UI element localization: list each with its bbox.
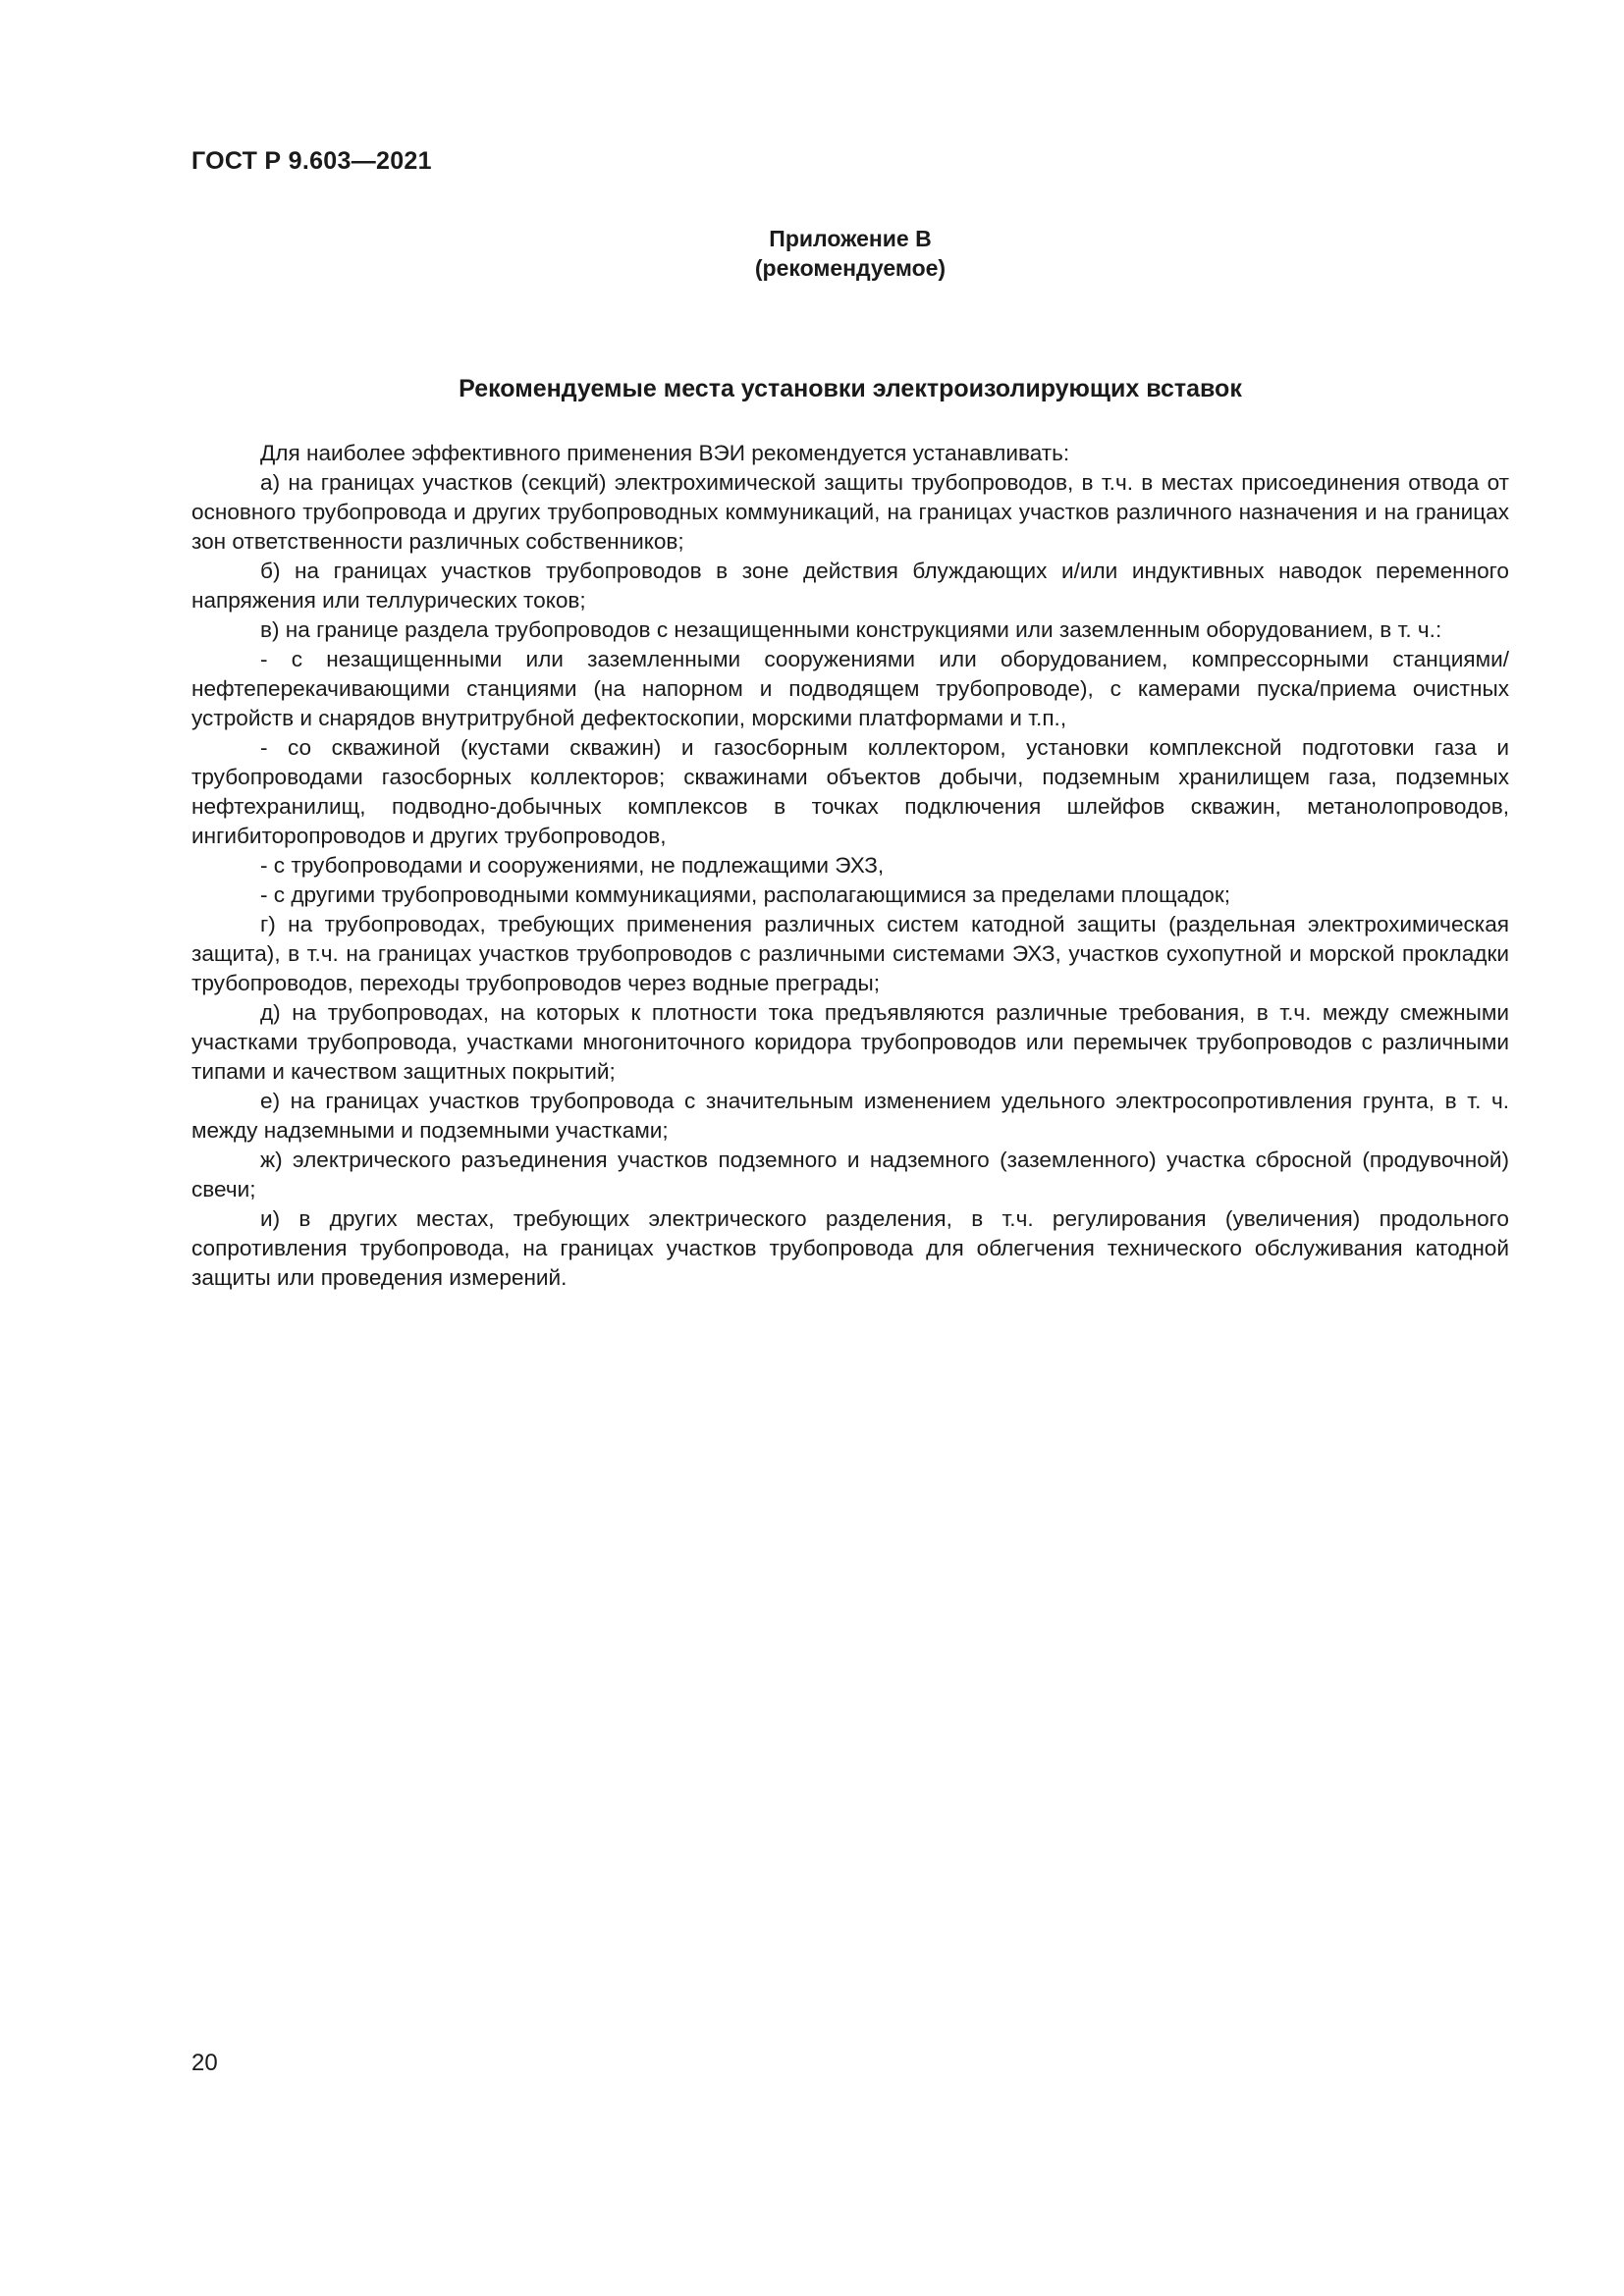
appendix-heading [191, 224, 1509, 283]
sub-item-1: - с незащищенными или заземленными сооружениями или оборудованием, компрессорными станциями/нефтеперекачивающими станциями (на напорном и подводящем трубопроводе), с камерами пуска/приема очистных устройств и снарядов внутритрубной дефектоскопии, морскими платформами и т.п., [191, 647, 1509, 730]
sub-item-2: - со скважиной (кустами скважин) и газосборным коллектором, установки комплексной подготовки газа и трубопроводами газосборных коллекторов; скважинами объектов добычи, подземным хранилищем газа, подземных нефтехранилищ, подводно-добычных комплексов в точках подключения шлейфов скважин, метанолопроводов, ингибиторопроводов и других трубопроводов, [191, 735, 1509, 848]
page-number: 20 [191, 2050, 218, 2076]
list-item-zh: ж) электрического разъединения участков подземного и надземного (заземленного) участка сбросной (продувочной) свечи; [191, 1148, 1509, 1201]
standard-number: ГОСТ Р 9.603—2021 [191, 147, 432, 175]
list-item-g: г) на трубопроводах, требующих применения различных систем катодной защиты (раздельная электрохимическая защита), в т.ч. на границах участков трубопроводов с различными системами ЭХЗ, участков сухопутной и морской прокладки трубопроводов, переходы трубопроводов через водные преграды; [191, 912, 1509, 995]
list-item-v: в) на границе раздела трубопроводов с незащищенными конструкциями или заземленным оборудованием, в т. ч.: [260, 617, 1442, 642]
intro-paragraph: Для наиболее эффективного применения ВЭИ рекомендуется устанавливать: [260, 441, 1070, 465]
appendix-label: Приложение В [769, 226, 932, 251]
sub-item-3: - с трубопроводами и сооружениями, не подлежащими ЭХЗ, [260, 853, 885, 878]
list-item-a: а) на границах участков (секций) электрохимической защиты трубопроводов, в т.ч. в местах присоединения отвода от основного трубопровода и других трубопроводных коммуникаций, на границах участков различного назначения и на границах зон ответственности различных собственников; [191, 470, 1509, 554]
list-item-i: и) в других местах, требующих электрического разделения, в т.ч. регулирования (увеличения) продольного сопротивления трубопровода, на границах участков трубопровода для облегчения технического обслуживания катодной защиты или проведения измерений. [191, 1206, 1509, 1290]
sub-item-4: - с другими трубопроводными коммуникациями, располагающимися за пределами площадок; [260, 882, 1231, 907]
list-item-e: е) на границах участков трубопровода с значительным изменением удельного электросопротивления грунта, в т. ч. между надземными и подземными участками; [191, 1089, 1509, 1143]
section-title: Рекомендуемые места установки электроизолирующих вставок [459, 375, 1242, 402]
body-text [191, 439, 1509, 1293]
list-item-b: б) на границах участков трубопроводов в зоне действия блуждающих и/или индуктивных наводок переменного напряжения или теллурических токов; [191, 559, 1509, 613]
appendix-status: (рекомендуемое) [754, 255, 947, 281]
list-item-d: д) на трубопроводах, на которых к плотности тока предъявляются различные требования, в т.ч. между смежными участками трубопровода, участками многониточного коридора трубопроводов или перемычек трубопроводов с различными типами и качеством защитных покрытий; [191, 1000, 1509, 1084]
